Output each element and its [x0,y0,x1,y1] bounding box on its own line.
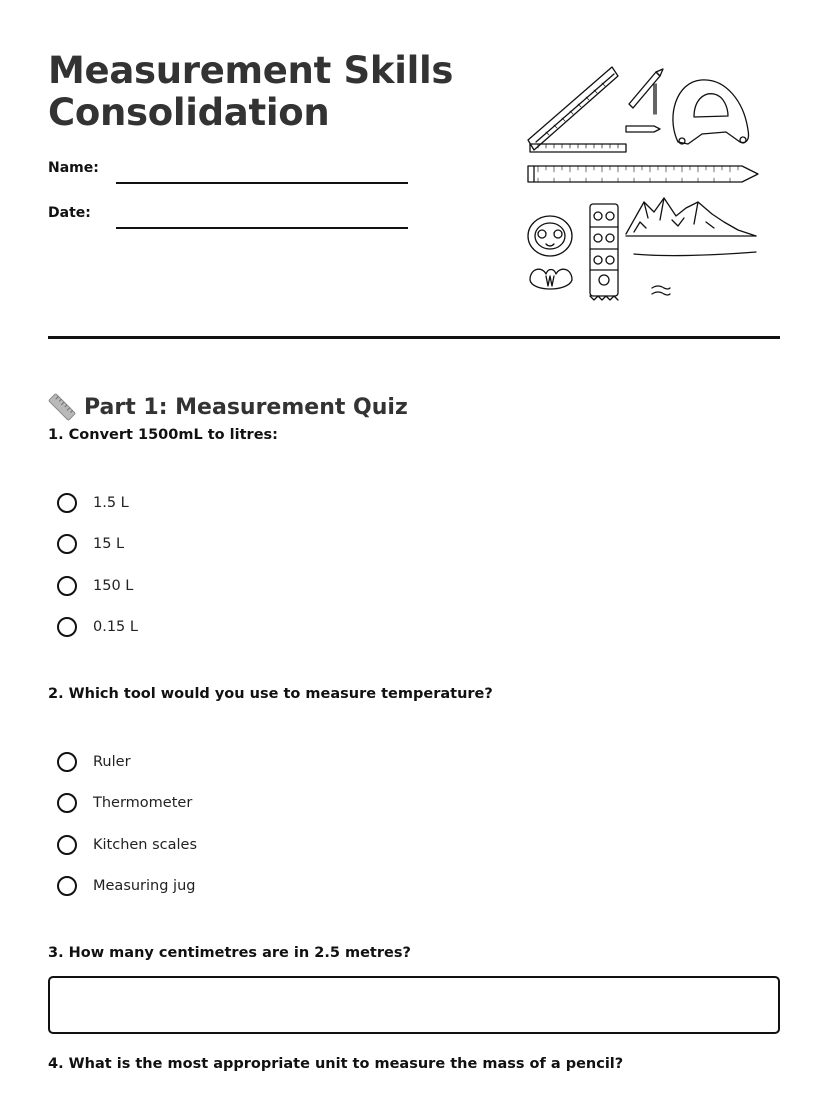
option-label: 15 L [93,536,125,553]
radio-button[interactable] [57,576,77,596]
name-label: Name: [48,160,99,176]
folding-ruler-icon [528,67,626,152]
section-title-text: Part 1: Measurement Quiz [84,394,408,420]
radio-button[interactable] [57,876,77,896]
option-0-15-l[interactable] [57,607,138,649]
radio-button[interactable] [57,835,77,855]
option-150-l[interactable] [57,565,138,607]
option-label: 1.5 L [93,494,129,511]
date-input[interactable] [116,225,408,229]
worksheet-page [48,0,780,1118]
title-line-1: Measurement Skills [48,49,454,92]
question-3-answer-input[interactable] [48,976,780,1034]
option-ruler[interactable] [57,741,197,783]
option-1-5-l[interactable] [57,482,138,524]
radio-button[interactable] [57,534,77,554]
option-label: Ruler [93,753,131,770]
question-2-options [57,741,197,907]
option-thermometer[interactable] [57,783,197,825]
option-label: 150 L [93,577,134,594]
option-label: 0.15 L [93,619,138,636]
option-label: Kitchen scales [93,836,198,853]
measurement-clipart-image [526,62,762,302]
protractor-icon [673,80,749,144]
option-15-l[interactable] [57,524,138,566]
date-field-row [48,203,408,233]
compass-icon [626,69,663,132]
title-line-2: Consolidation [48,91,330,134]
ruler-icon [48,393,76,421]
question-2-text: 2. Which tool would you use to measure temperature? [48,686,493,702]
totem-pole-icon [590,204,618,300]
radio-button[interactable] [57,617,77,637]
question-3-text: 3. How many centimetres are in 2.5 metres? [48,945,411,961]
option-label: Thermometer [93,795,193,812]
radio-button[interactable] [57,793,77,813]
section-title-part-1 [48,392,408,422]
carved-face-icon [528,216,572,289]
mountains-icon [626,198,756,295]
page-title [48,50,453,134]
question-1-text: 1. Convert 1500mL to litres: [48,427,278,443]
radio-button[interactable] [57,493,77,513]
question-1-options [57,482,138,648]
option-label: Measuring jug [93,878,196,895]
question-4-text: 4. What is the most appropriate unit to measure the mass of a pencil? [48,1056,624,1072]
name-field-row [48,158,408,188]
option-measuring-jug[interactable] [57,866,197,908]
name-input[interactable] [116,180,408,184]
worksheet-header [48,0,780,420]
long-ruler-icon [528,166,758,182]
header-divider [48,336,780,339]
option-kitchen-scales[interactable] [57,824,197,866]
radio-button[interactable] [57,752,77,772]
date-label: Date: [48,205,91,221]
